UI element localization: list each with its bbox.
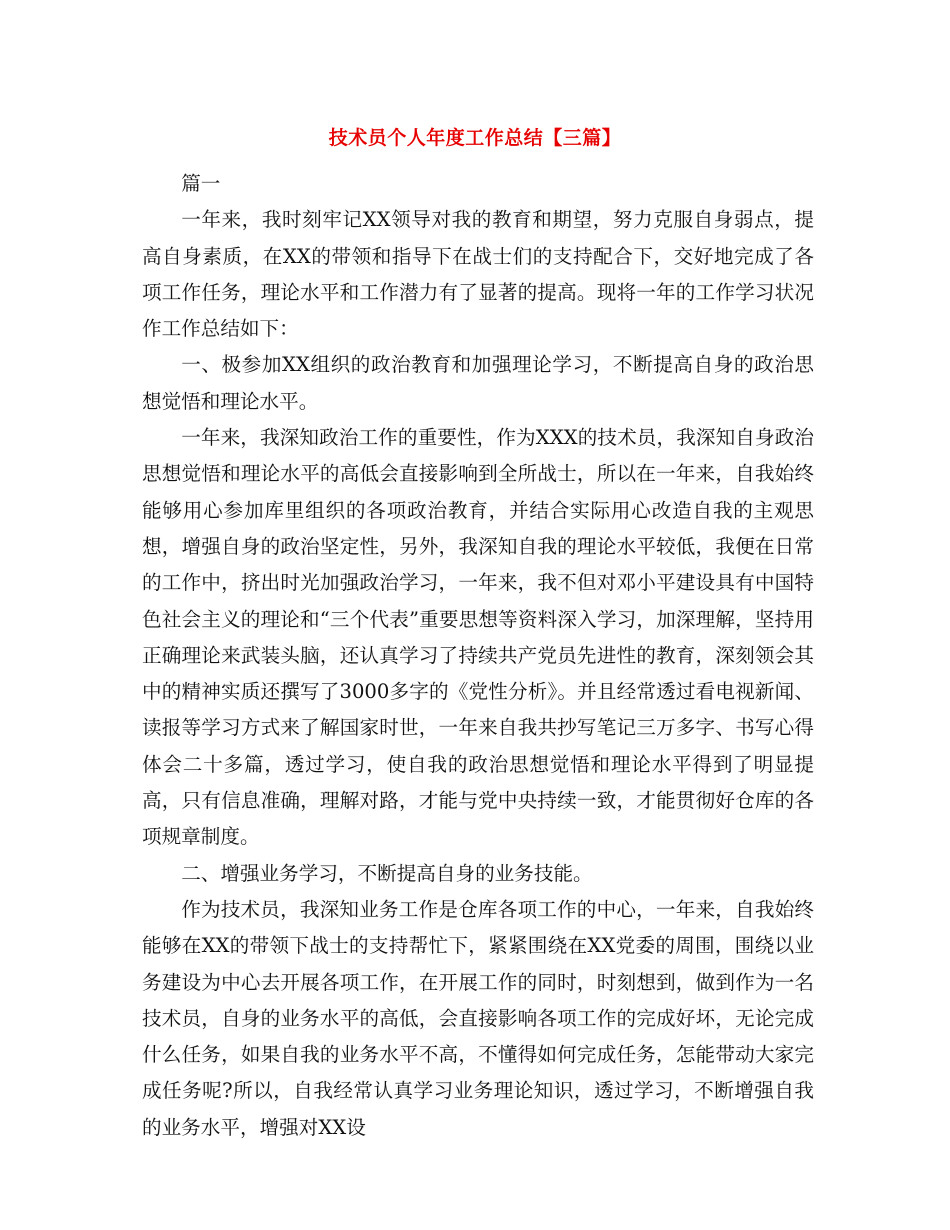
document-body [142,166,814,1146]
heading-two: 二、增强业务学习，不断提高自身的业务技能。 [181,861,593,885]
intro-paragraph: 一年来，我时刻牢记XX领导对我的教育和期望，努力克服自身弱点，提高自身素质，在XX的带领和指导下在战士们的支持配合下，交好地完成了各项工作任务，理论水平和工作潜力有了显著的提高。现将一年的工作学习状况作工作总结如下： [142,208,814,341]
body-paragraph-political: 一年来，我深知政治工作的重要性，作为XXX的技术员，我深知自身政治思想觉悟和理论水平的高低会直接影响到全所战士，所以在一年来，自我始终能够用心参加库里组织的各项政治教育，并结合实际用心改造自我的主观思想，增强自身的政治坚定性，另外，我深知自我的理论水平较低，我便在日常的工作中，挤出时光加强政治学习，一年来，我不但对邓小平建设具有中国特色社会主义的理论和“三个代表”重要思想等资料深入学习，加深理解，坚持用正确理论来武装头脑，还认真学习了持续共产党员先进性的教育，深刻领会其中的精神实质还撰写了3000多字的《党性分析》。并且经常透过看电视新闻、读报等学习方式来了解国家时世，一年来自我共抄写笔记三万多字、书写心得体会二十多篇，透过学习，使自我的政治思想觉悟和理论水平得到了明显提高，只有信息准确，理解对路，才能与党中央持续一致，才能贯彻好仓库的各项规章制度。 [142,426,814,849]
section-label: 篇一 [181,172,221,195]
heading-one: 一、极参加XX组织的政治教育和加强理论学习，不断提高自身的政治思想觉悟和理论水平。 [142,353,814,413]
body-paragraph-business: 作为技术员，我深知业务工作是仓库各项工作的中心，一年来，自我始终能够在XX的带领下战士的支持帮忙下，紧紧围绕在XX党委的周围，围绕以业务建设为中心去开展各项工作，在开展工作的同时，时刻想到，做到作为一名技术员，自身的业务水平的高低，会直接影响各项工作的完成好坏，无论完成什么任务，如果自我的业务水平不高，不懂得如何完成任务，怎能带动大家完成任务呢?所以，自我经常认真学习业务理论知识，透过学习，不断增强自我的业务水平，增强对XX设 [142,897,814,1139]
document-title: 技术员个人年度工作总结【三篇】 [328,127,622,149]
